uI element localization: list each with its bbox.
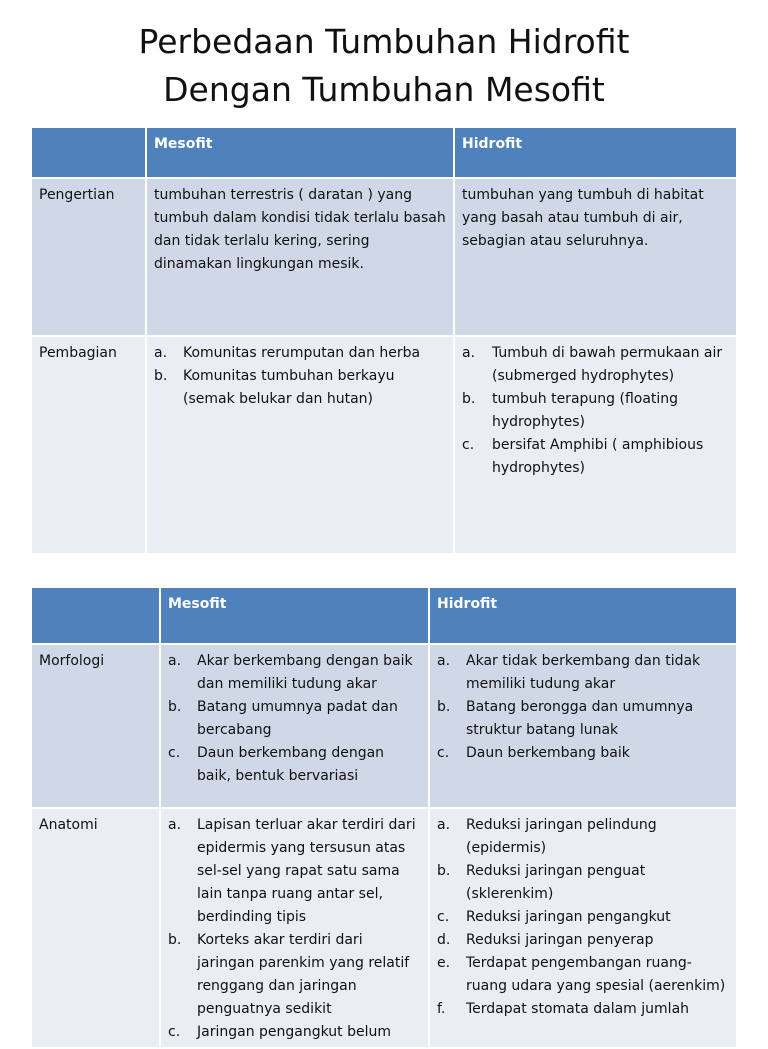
list-item-text: bersifat Amphibi ( amphibious hydrophytes): [492, 437, 704, 476]
mesofit-cell: [160, 808, 429, 1048]
list-item-text: Terdapat pengembangan ruang-ruang udara yang spesial (aerenkim): [466, 955, 726, 994]
list-item: [168, 650, 421, 696]
list-marker: c.: [168, 1024, 181, 1040]
table-row-anatomi: [32, 808, 736, 1048]
list-item-text: Reduksi jaringan penyerap: [466, 932, 654, 948]
list-marker: a.: [437, 653, 451, 669]
header-cell-blank: [32, 588, 160, 644]
list-item: [437, 860, 729, 906]
list-item-text: Daun berkembang baik: [466, 745, 630, 761]
list-item-text: Komunitas tumbuhan berkayu (semak belukar dan hutan): [183, 368, 395, 407]
table-header-row: [32, 128, 736, 178]
list-marker: a.: [168, 817, 182, 833]
list-marker: c.: [168, 745, 181, 761]
table-row-morfologi: [32, 644, 736, 808]
list-item-text: Akar berkembang dengan baik dan memiliki tudung akar: [197, 653, 413, 692]
row-label: Pembagian: [32, 336, 146, 554]
list-marker: f.: [437, 1001, 446, 1017]
list-marker: c.: [437, 909, 450, 925]
list-item: [437, 814, 729, 860]
header-cell-hidrofit: Hidrofit: [429, 588, 736, 644]
list-item-text: Reduksi jaringan pengangkut: [466, 909, 671, 925]
list-item: [168, 742, 421, 788]
row-label: Morfologi: [32, 644, 160, 808]
list-item: [437, 650, 729, 696]
title-line-2: Dengan Tumbuhan Mesofit: [163, 70, 605, 109]
header-cell-hidrofit: Hidrofit: [454, 128, 736, 178]
comparison-table-2: [32, 588, 736, 1049]
comparison-table-1: [32, 128, 736, 555]
list-marker: b.: [168, 699, 182, 715]
list-item-text: Akar tidak berkembang dan tidak memiliki tudung akar: [466, 653, 701, 692]
list-item-text: Batang umumnya padat dan bercabang: [197, 699, 398, 738]
list-item: [154, 365, 446, 411]
list-marker: b.: [437, 863, 451, 879]
mesofit-cell: [160, 644, 429, 808]
list-marker: d.: [437, 932, 451, 948]
list-marker: b.: [168, 932, 182, 948]
table-row-pengertian: [32, 178, 736, 336]
list-item-text: Jaringan pengangkut belum: [197, 1024, 392, 1040]
header-cell-mesofit: Mesofit: [160, 588, 429, 644]
list-marker: b.: [462, 391, 476, 407]
hidrofit-cell: [429, 644, 736, 808]
hidrofit-cell: [454, 336, 736, 554]
mesofit-cell: [146, 336, 454, 554]
list-marker: a.: [437, 817, 451, 833]
title-line-1: Perbedaan Tumbuhan Hidrofit: [138, 22, 630, 61]
list-marker: e.: [437, 955, 451, 971]
page-title: [0, 18, 768, 114]
list-item: [154, 342, 446, 365]
list-item-text: Terdapat stomata dalam jumlah: [466, 1001, 690, 1017]
list-marker: a.: [154, 345, 168, 361]
row-label: Anatomi: [32, 808, 160, 1048]
list-item: [437, 906, 729, 929]
list-item: [462, 388, 729, 434]
list-item: [168, 696, 421, 742]
mesofit-list: [168, 814, 421, 1044]
list-item: [462, 434, 729, 480]
list-item-text: Lapisan terluar akar terdiri dari epidermis yang tersusun atas sel-sel yang rapat satu sama lain tanpa ruang antar sel, berdinding tipis: [197, 817, 416, 925]
list-item-text: Reduksi jaringan pelindung (epidermis): [466, 817, 657, 856]
list-item: [437, 952, 729, 998]
list-marker: a.: [168, 653, 182, 669]
list-item-text: tumbuh terapung (floating hydrophytes): [492, 391, 679, 430]
table-header-row: [32, 588, 736, 644]
list-item: [437, 742, 729, 765]
mesofit-list: [168, 650, 421, 788]
mesofit-list: [154, 342, 446, 411]
list-marker: b.: [154, 368, 168, 384]
list-item: [437, 998, 729, 1021]
mesofit-cell: tumbuhan terrestris ( daratan ) yang tumbuh dalam kondisi tidak terlalu basah dan tidak terlalu kering, sering dinamakan lingkungan mesik.: [146, 178, 454, 336]
hidrofit-list: [462, 342, 729, 480]
list-item-text: Daun berkembang dengan baik, bentuk bervariasi: [197, 745, 385, 784]
row-label: Pengertian: [32, 178, 146, 336]
list-item-text: Komunitas rerumputan dan herba: [183, 345, 421, 361]
list-item: [462, 342, 729, 388]
list-marker: b.: [437, 699, 451, 715]
list-item-text: Tumbuh di bawah permukaan air (submerged hydrophytes): [492, 345, 723, 384]
list-item: [437, 929, 729, 952]
list-item-text: Batang berongga dan umumnya struktur batang lunak: [466, 699, 694, 738]
header-cell-blank: [32, 128, 146, 178]
list-item: [168, 929, 421, 1021]
list-item: [168, 1021, 421, 1044]
list-marker: c.: [462, 437, 475, 453]
hidrofit-cell: [429, 808, 736, 1048]
list-item: [437, 696, 729, 742]
hidrofit-cell: tumbuhan yang tumbuh di habitat yang basah atau tumbuh di air, sebagian atau seluruhnya.: [454, 178, 736, 336]
list-marker: c.: [437, 745, 450, 761]
hidrofit-list: [437, 814, 729, 1021]
list-marker: a.: [462, 345, 476, 361]
header-cell-mesofit: Mesofit: [146, 128, 454, 178]
table-row-pembagian: [32, 336, 736, 554]
list-item-text: Korteks akar terdiri dari jaringan parenkim yang relatif renggang dan jaringan penguatnya sedikit: [197, 932, 410, 1017]
list-item-text: Reduksi jaringan penguat (sklerenkim): [466, 863, 646, 902]
hidrofit-list: [437, 650, 729, 765]
list-item: [168, 814, 421, 929]
